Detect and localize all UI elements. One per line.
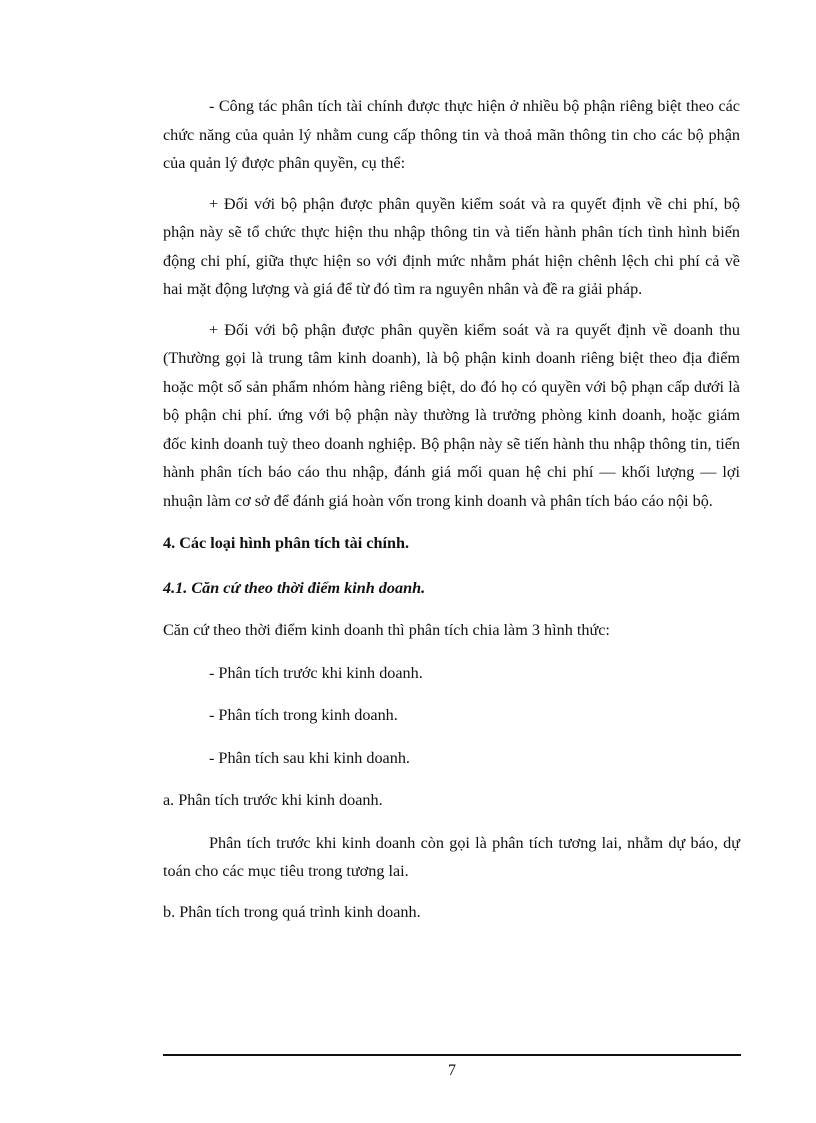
paragraph-cost-center: + Đối với bộ phận được phân quyền kiểm soát và ra quyết định về chi phí, bộ phận này sẽ tổ chức thực hiện thu nhập thông tin và tiến hành phân tích tình hình biến động chi phí, giữa thực hiện so với định mức nhằm phát hiện chênh lệch chi phí cả về hai mặt động lượng và giá để từ đó tìm ra nguyên nhân và đề ra giải pháp. — [163, 194, 740, 298]
item-b-heading: b. Phân tích trong quá trình kinh doanh. — [163, 902, 421, 921]
section-heading: 4. Các loại hình phân tích tài chính. — [163, 534, 410, 552]
list-item: - Phân tích trong kinh doanh. — [209, 706, 398, 724]
paragraph-revenue-center: + Đối với bộ phận được phân quyền kiểm soát và ra quyết định về doanh thu (Thường gọi là trung tâm kinh doanh), là bộ phận kinh doanh riêng biệt theo địa điểm hoặc một số sản phẩm nhóm hàng riêng biệt, do đó họ có quyền với bộ phạn cấp dưới là bộ phận chi phí. ứng với bộ phận này thường là trưởng phòng kinh doanh, hoặc giám đốc kinh doanh tuỳ theo doanh nghiệp. Bộ phận này sẽ tiến hành thu nhập thông tin, tiến hành phân tích báo cáo thu nhập, đánh giá mối quan hệ chi phí — khối lượng — lợi nhuận làm cơ sở để đánh giá hoàn vốn trong kinh doanh và phân tích báo cáo nội bộ. — [163, 320, 740, 510]
page-number: 7 — [448, 1062, 456, 1079]
list-item: - Phân tích sau khi kinh doanh. — [209, 748, 410, 767]
paragraph-intro: - Công tác phân tích tài chính được thực hiện ở nhiều bộ phận riêng biệt theo các chức năng của quản lý nhằm cung cấp thông tin và thoả mãn thông tin cho các bộ phận của quản lý được phân quyền, cụ thể: — [163, 97, 740, 172]
footer-divider — [163, 1054, 741, 1056]
item-a-text: Phân tích trước khi kinh doanh còn gọi là phân tích tương lai, nhằm dự báo, dự toán cho các mục tiêu trong tương lai. — [163, 833, 740, 880]
subsection-heading: 4.1. Căn cứ theo thời điểm kinh doanh. — [163, 578, 426, 597]
page-content — [163, 92, 740, 940]
intro-text: Căn cứ theo thời điểm kinh doanh thì phân tích chia làm 3 hình thức: — [163, 621, 610, 639]
item-a-heading: a. Phân tích trước khi kinh doanh. — [163, 791, 383, 809]
list-item: - Phân tích trước khi kinh doanh. — [209, 663, 423, 682]
